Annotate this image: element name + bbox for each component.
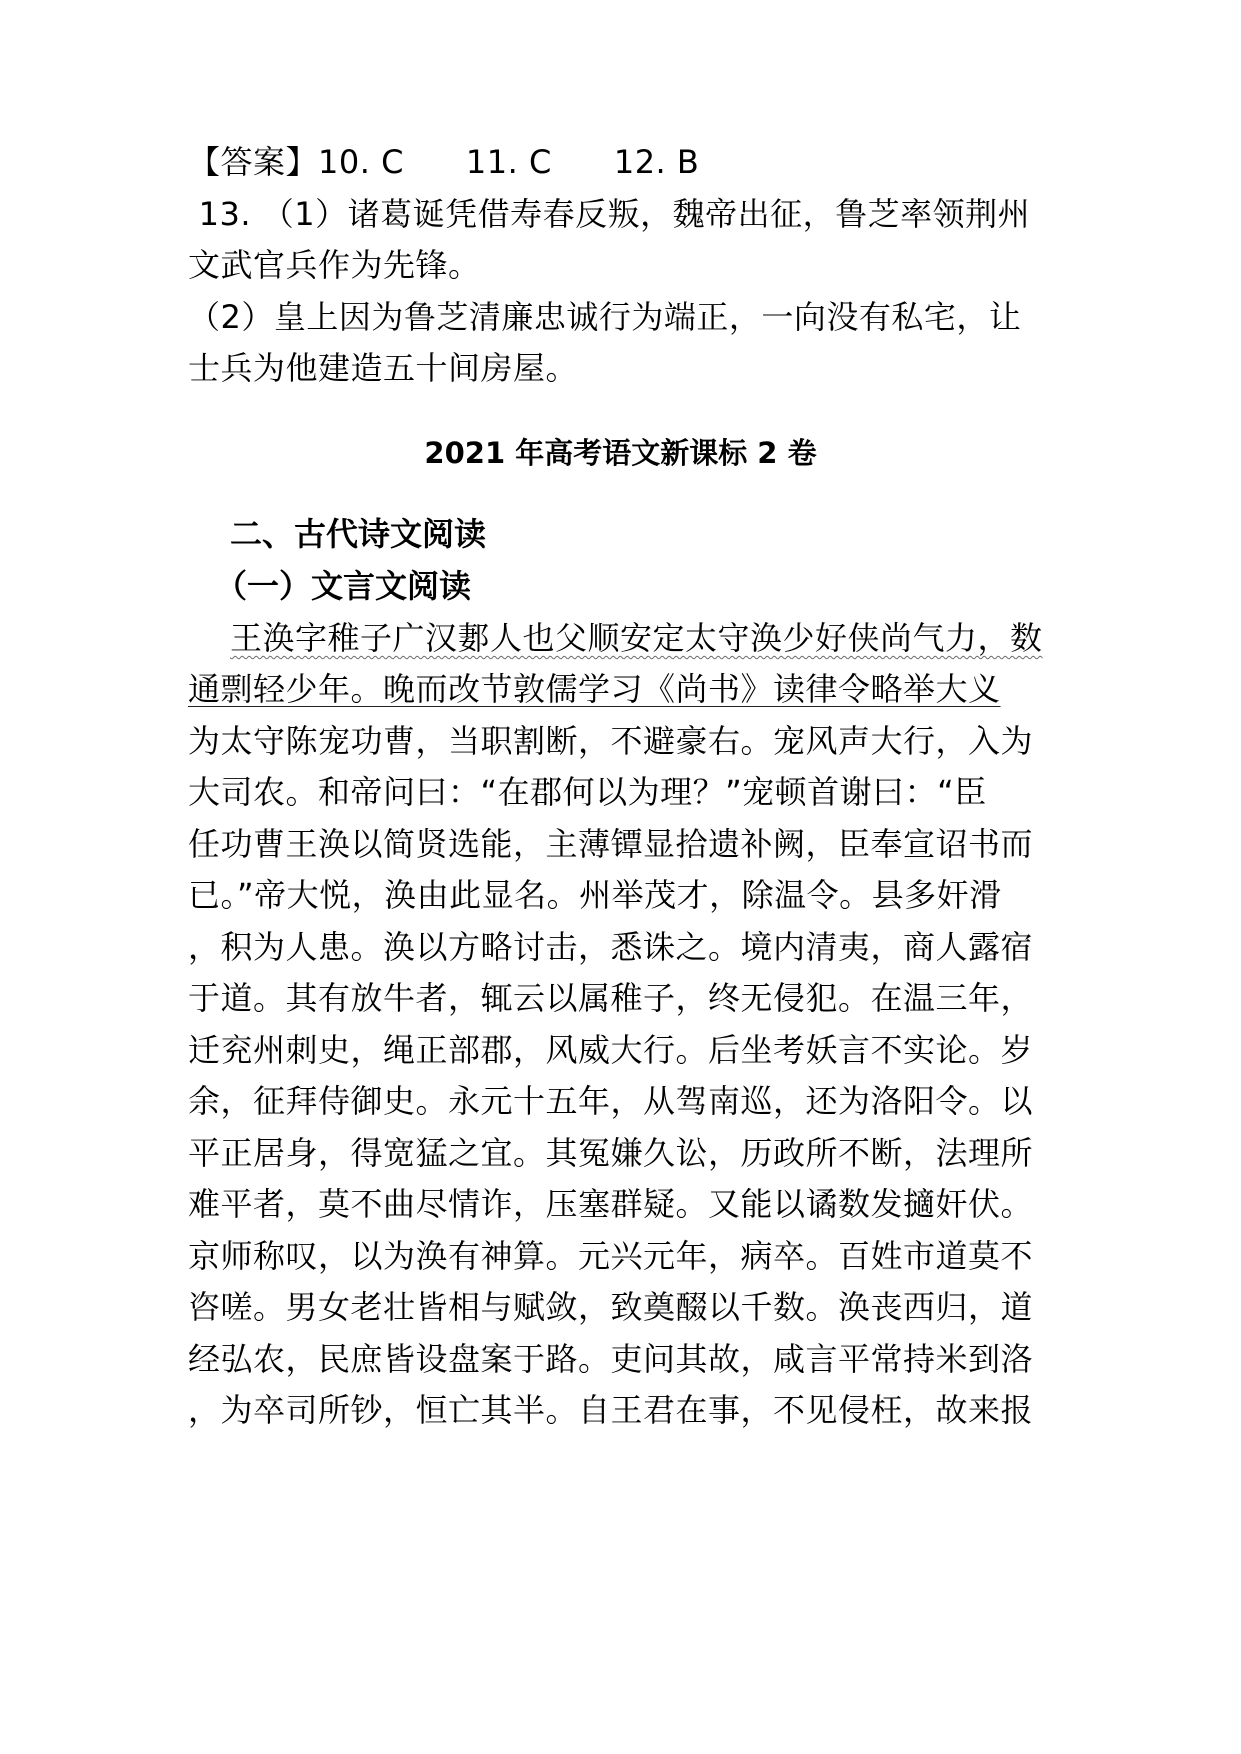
passage-line-3: 为太守陈宠功曹，当职割断，不避豪右。宠风声大行，入为 xyxy=(188,722,1034,760)
section-heading: 二、古代诗文阅读 xyxy=(230,515,487,553)
passage-line-14: 咨嗟。男女老壮皆相与赋敛，致奠醊以千数。涣丧西归，道 xyxy=(188,1288,1034,1326)
exam-title: 2021 年高考语文新课标 2 卷 xyxy=(424,436,817,470)
answer-line xyxy=(188,142,699,182)
passage-line-8: 于道。其有放牛者，辄云以属稚子，终无侵犯。在温三年， xyxy=(188,979,1034,1017)
answer-q10: 10. C xyxy=(318,143,404,181)
answer-label: 【答案】 xyxy=(188,143,319,181)
passage-line-12: 难平者，莫不曲尽情诈，压塞群疑。又能以谲数发擿奸伏。 xyxy=(188,1185,1034,1223)
passage-line-11: 平正居身，得宽猛之宜。其冤嫌久讼，历政所不断，法理所 xyxy=(188,1134,1034,1172)
passage-line-13: 京师称叹，以为涣有神算。元兴元年，病卒。百姓市道莫不 xyxy=(188,1237,1034,1275)
passage-line-7: ，积为人患。涣以方略讨击，悉诛之。境内清夷，商人露宿 xyxy=(188,928,1034,966)
answer-q12: 12. B xyxy=(613,143,700,181)
answer-q11: 11. C xyxy=(465,143,552,181)
passage-line-9: 迁兖州刺史，绳正部郡，风威大行。后坐考妖言不实论。岁 xyxy=(188,1031,1034,1069)
passage-line-5: 任功曹王涣以简贤选能，主薄镡显拾遗补阙，臣奉宣诏书而 xyxy=(188,825,1034,863)
passage-line-4: 大司农。和帝问曰：“在郡何以为理？”宠顿首谢曰：“臣 xyxy=(188,773,987,811)
answer-q13-line3: （2）皇上因为鲁芝清廉忠诚行为端正，一向没有私宅，让 xyxy=(188,298,1022,336)
passage-line-16: ，为卒司所钞，恒亡其半。自王君在事，不见侵枉，故来报 xyxy=(188,1391,1034,1429)
passage-line-2 xyxy=(188,669,1001,709)
passage-line-1 xyxy=(230,618,1043,658)
answer-q13-line4: 士兵为他建造五十间房屋。 xyxy=(188,349,579,387)
subsection-heading: （一）文言文阅读 xyxy=(215,567,472,605)
answer-q13-line1: 13. （1）诸葛诞凭借寿春反叛，魏帝出征，鲁芝率领荆州 xyxy=(188,195,1031,233)
passage-line-10: 余，征拜侍御史。永元十五年，从驾南巡，还为洛阳令。以 xyxy=(188,1082,1034,1120)
passage-line-15: 经弘农，民庶皆设盘案于路。吏问其故，咸言平常持米到洛 xyxy=(188,1340,1034,1378)
answer-q13-line2: 文武官兵作为先锋。 xyxy=(188,246,481,284)
passage-line-6: 已。”帝大悦，涣由此显名。州举茂才，除温令。县多奸滑 xyxy=(188,876,1002,914)
passage-line-2-text: 通剽轻少年。晚而改节敦儒学习《尚书》读律令略举大义 xyxy=(188,670,1001,708)
passage-line-1-text: 王涣字稚子广汉郪人也父顺安定太守涣少好侠尚气力，数 xyxy=(230,619,1043,657)
